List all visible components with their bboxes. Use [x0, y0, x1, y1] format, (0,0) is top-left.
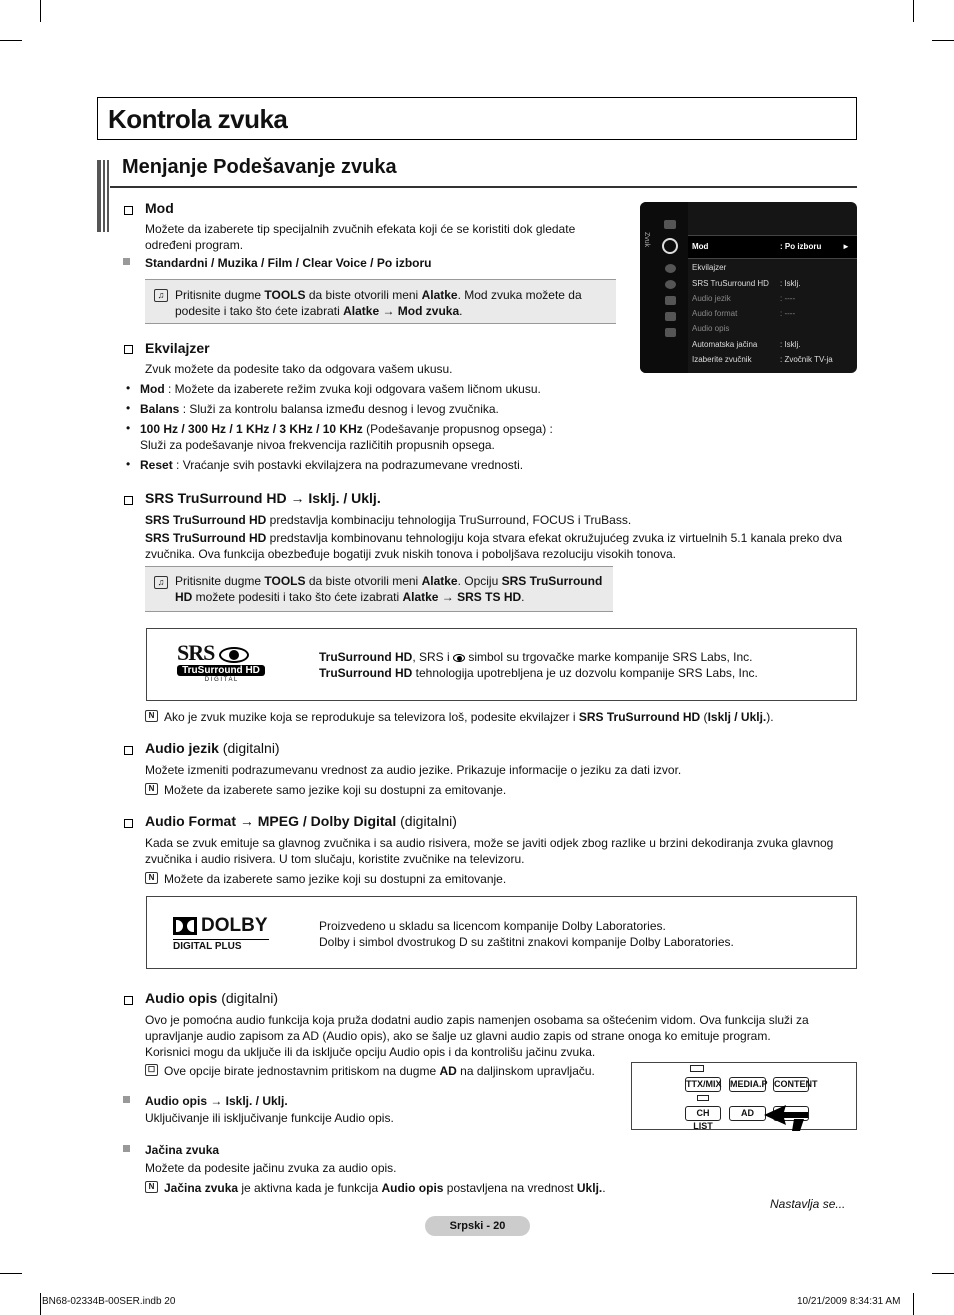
square-bullet-icon: [123, 1096, 130, 1103]
section-bars: [97, 160, 109, 232]
double-d-icon: [173, 917, 197, 935]
mod-desc: Možete da izaberete tip specijalnih zvučnih efekata koji će se koristiti dok gledate određeni program.: [145, 222, 576, 252]
crop-mark: [0, 1273, 22, 1274]
menu-row: Audio format : ----: [692, 309, 796, 318]
ad-icon: [697, 1095, 709, 1101]
checkbox-icon: [124, 996, 133, 1005]
bullet: •: [126, 421, 131, 435]
audio-format-heading: Audio Format → MPEG / Dolby Digital (digitalni): [145, 813, 457, 829]
page-title-box: [97, 97, 857, 140]
crop-mark: [913, 1293, 914, 1315]
mod-heading: Mod: [145, 200, 174, 216]
audio-opis-heading: Audio opis (digitalni): [145, 990, 279, 1006]
srs-note: Ako je zvuk muzike koja se reprodukuje sa televizora loš, podesite ekvilajzer i SRS TruSurround HD (Isklj / Uklj.).: [164, 710, 774, 724]
bullet: •: [126, 457, 131, 471]
ekv-balans-item: Balans : Služi za kontrolu balansa između desnog i levog zvučnika.: [140, 402, 499, 416]
crop-mark: [932, 1273, 954, 1274]
audio-jezik-heading: Audio jezik (digitalni): [145, 740, 280, 756]
section-title: Menjanje Podešavanje zvuka: [122, 156, 397, 178]
ekv-reset-item: Reset : Vraćanje svih postavki ekvilajzera na podrazumevane vrednosti.: [140, 458, 524, 472]
media-p-button[interactable]: MEDIA.P: [729, 1077, 766, 1092]
audio-jezik-note: Možete da izaberete samo jezike koji su dostupni za emitovanje.: [164, 783, 507, 797]
menu-row[interactable]: Mod : Po izboru ►: [692, 242, 850, 251]
ekv-mod-item: Mod : Možete da izaberete režim zvuka koji odgovara vašem ličnom ukusu.: [140, 382, 541, 396]
footer-file: BN68-02334B-00SER.indb 20: [42, 1296, 176, 1307]
input-icon: [665, 296, 676, 305]
note-icon: N: [145, 710, 158, 722]
note-icon: N: [145, 783, 158, 795]
square-bullet-icon: [123, 258, 130, 265]
square-bullet-icon: [123, 1145, 130, 1152]
bullet: •: [126, 381, 131, 395]
setup-icon: [665, 280, 676, 289]
checkbox-icon: [124, 746, 133, 755]
ekv-freq-item: 100 Hz / 300 Hz / 1 KHz / 3 KHz / 10 KHz (Podešavanje propusnog opsega) : Služi za podešavanje nivoa frekvencija različitih propusnih opsega.: [140, 422, 553, 452]
footer-date: 10/21/2009 8:34:31 AM: [797, 1296, 901, 1307]
tools-note-icon: ♫: [154, 576, 168, 589]
page-number: Srpski - 20: [425, 1216, 530, 1236]
crop-mark: [913, 0, 914, 22]
crop-mark: [932, 40, 954, 41]
crop-mark: [40, 0, 41, 22]
audio-opis-sub1-title: Audio opis → Isklj. / Uklj.: [145, 1094, 288, 1108]
dolby-logo: DOLBY DIGITAL PLUS: [173, 915, 268, 952]
bullet: •: [126, 401, 131, 415]
ekvilajzer-desc: Zvuk možete da podesite tako da odgovara vašem ukusu.: [145, 362, 453, 376]
section-rule: [110, 186, 857, 188]
srs-desc-2: SRS TruSurround HD predstavlja kombinovanu tehnologiju koja stvara efekat okružujućeg zvuka iz virtuelnih 5.1 kanala preko dva zvučnika. Ova funkcija obezbeđuje bogatiji zvuk niskih tonova i poboljšava rezoluciju visokih tonova.: [145, 531, 843, 561]
menu-side-label: Zvuk: [643, 232, 650, 248]
audio-opis-desc: Ovo je pomoćna audio funkcija koja pruža dodatni audio zapis namenjen osobama sa oštećenim vidom. Ova funkcija služi za upravljanje audio zapisom za AD (Audio opis), ako se šalje uz glavni audio zapis od strane onoga ko emituje program. Korisnici mogu da uključe ili da isključe opciju Audio opis i da kontrolišu jačinu zvuka.: [145, 1013, 809, 1059]
remote-note-icon: ☐: [145, 1064, 158, 1076]
dolby-license-box: DOLBY DIGITAL PLUS Proizvedeno u skladu sa licencom kompanije Dolby Laboratories. Dolby i simbol dvostrukog D su zaštitni znakovi kompanije Dolby Laboratories.: [146, 896, 857, 969]
crop-mark: [40, 1293, 41, 1315]
mod-tools-note: ♫ Pritisnite dugme TOOLS da biste otvorili meni Alatke. Mod zvuka možete da podesite i tako što ćete izabrati Alatke → Mod zvuka.: [145, 279, 616, 324]
srs-heading: SRS TruSurround HD → Isklj. / Uklj.: [145, 490, 381, 506]
ttx-icon: [690, 1065, 704, 1072]
tools-note-icon: ♫: [154, 289, 168, 302]
audio-opis-sub2-desc: Možete da podesite jačinu zvuka za audio opis.: [145, 1161, 397, 1175]
audio-jezik-desc: Možete izmeniti podrazumevanu vrednost za audio jezike. Prikazuje informacije o jeziku za dati izvor.: [145, 763, 682, 777]
menu-row: Audio opis: [692, 324, 730, 333]
menu-row[interactable]: Izaberite zvučnik : Zvočnik TV-ja: [692, 355, 833, 364]
note-icon: N: [145, 872, 158, 884]
audio-format-note: Možete da izaberete samo jezike koji su dostupni za emitovanje.: [164, 872, 507, 886]
checkbox-icon: [124, 496, 133, 505]
remote-illustration: [631, 1062, 857, 1130]
srs-license-box: SRS TruSurround HD D I G I T A L TruSurround HD, SRS i simbol su trgovačke marke kompanije SRS Labs, Inc. TruSurround HD tehnologija upotrebljena je uz dozvolu kompanije SRS Labs, Inc.: [146, 628, 857, 701]
mod-options: Standardni / Muzika / Film / Clear Voice / Po izboru: [145, 256, 432, 270]
pointer-arrow-icon: [764, 1099, 814, 1131]
content-button[interactable]: CONTENT: [773, 1077, 809, 1092]
channel-icon: [665, 264, 676, 273]
support-icon: [665, 328, 676, 337]
srs-desc-1: SRS TruSurround HD predstavlja kombinaciju tehnologija TruSurround, FOCUS i TruBass.: [145, 513, 632, 527]
audio-opis-sub2-note: Jačina zvuka je aktivna kada je funkcija Audio opis postavljena na vrednost Uklj..: [164, 1181, 606, 1195]
menu-row[interactable]: Automatska jačina : Isklj.: [692, 340, 801, 349]
picture-icon: [664, 220, 676, 229]
menu-row[interactable]: SRS TruSurround HD : Isklj.: [692, 279, 801, 288]
audio-opis-remote-note: Ove opcije birate jednostavnim pritiskom na dugme AD na daljinskom upravljaču.: [164, 1064, 595, 1078]
tv-sound-menu: [640, 202, 857, 373]
audio-format-desc: Kada se zvuk emituje sa glavnog zvučnika i sa audio risivera, može se javiti odjek zbog razlike u brzini dekodiranja zvuka glavnog zvučnika i audio risivera. U tom slučaju, koristite zvučnike na televizoru.: [145, 836, 834, 866]
ch-list-button[interactable]: CH LIST: [685, 1106, 721, 1121]
page-title: Kontrola zvuka: [108, 104, 288, 134]
srs-symbol-icon: [453, 654, 465, 662]
audio-opis-sub2-title: Jačina zvuka: [145, 1143, 220, 1157]
ttx-mix-button[interactable]: TTX/MIX: [685, 1077, 721, 1092]
continued-label: Nastavlja se...: [770, 1197, 846, 1211]
ad-button[interactable]: AD: [729, 1106, 766, 1121]
note-icon: N: [145, 1181, 158, 1193]
srs-logo: SRS TruSurround HD D I G I T A L: [177, 642, 265, 683]
ekvilajzer-heading: Ekvilajzer: [145, 340, 210, 356]
checkbox-icon: [124, 345, 133, 354]
application-icon: [665, 312, 676, 321]
menu-row: Audio jezik : ----: [692, 294, 796, 303]
audio-opis-sub1-desc: Uključivanje ili isključivanje funkcije Audio opis.: [145, 1111, 394, 1125]
checkbox-icon: [124, 206, 133, 215]
menu-row[interactable]: Ekvilajzer: [692, 263, 727, 272]
srs-tools-note: ♫ Pritisnite dugme TOOLS da biste otvorili meni Alatke. Opciju SRS TruSurround HD možete podesiti i tako što ćete izabrati Alatke → SRS TS HD.: [145, 566, 613, 612]
crop-mark: [0, 40, 22, 41]
sound-icon: [662, 238, 678, 254]
checkbox-icon: [124, 819, 133, 828]
